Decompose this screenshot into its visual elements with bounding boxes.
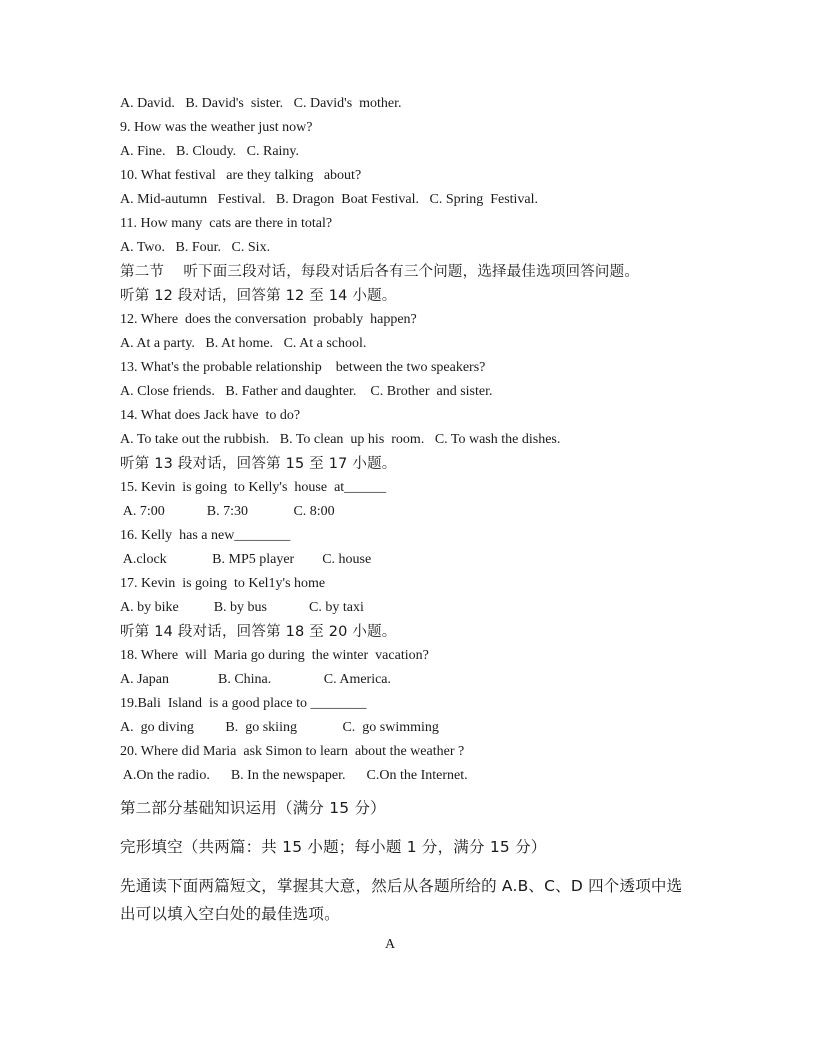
question-9: 9. How was the weather just now? — [120, 120, 313, 135]
dialogue-13-instruction: 听第 13 段对话，回答第 15 至 17 小题。 — [120, 456, 397, 472]
cloze-heading: 完形填空（共两篇：共 15 小题；每小题 1 分，满分 15 分） — [120, 838, 547, 856]
question-14: 14. What does Jack have to do? — [120, 408, 301, 423]
answer-options-8: A. David. B. David's sister. C. David's mother. — [120, 96, 402, 111]
answer-options-16: A.clock B. MP5 player C. house — [120, 552, 372, 567]
answer-options-14: A. To take out the rubbish. B. To clean up his room. C. To wash the dishes. — [120, 432, 561, 447]
answer-options-15: A. 7:00 B. 7:30 C. 8:00 — [120, 504, 335, 519]
dialogue-14-instruction: 听第 14 段对话，回答第 18 至 20 小题。 — [120, 624, 397, 640]
dialogue-12-instruction: 听第 12 段对话，回答第 12 至 14 小题。 — [120, 288, 397, 304]
question-16: 16. Kelly has a new________ — [120, 528, 291, 543]
question-19: 19.Bali Island is a good place to ________ — [120, 696, 367, 711]
answer-options-12: A. At a party. B. At home. C. At a school. — [120, 336, 367, 351]
answer-options-20: A.On the radio. B. In the newspaper. C.On the Internet. — [120, 768, 468, 783]
cloze-instruction-line-1: 先通读下面两篇短文，掌握其大意，然后从各题所给的 A.B、C、D 四个透项中选 — [120, 877, 683, 895]
question-13: 13. What's the probable relationship between the two speakers? — [120, 360, 486, 375]
passage-label: A — [384, 937, 396, 952]
answer-options-18: A. Japan B. China. C. America. — [120, 672, 392, 687]
answer-options-10: A. Mid-autumn Festival. B. Dragon Boat Festival. C. Spring Festival. — [120, 192, 539, 207]
answer-options-19: A. go diving B. go skiing C. go swimming — [120, 720, 439, 735]
cloze-instruction-line-2: 出可以填入空白处的最佳选项。 — [120, 905, 340, 923]
answer-options-17: A. by bike B. by bus C. by taxi — [120, 600, 364, 615]
question-11: 11. How many cats are there in total? — [120, 216, 333, 231]
answer-options-13: A. Close friends. B. Father and daughter. C. Brother and sister. — [120, 384, 493, 399]
answer-options-9: A. Fine. B. Cloudy. C. Rainy. — [120, 144, 300, 159]
question-20: 20. Where did Maria ask Simon to learn about the weather ? — [120, 744, 465, 759]
part-2-heading: 第二部分基础知识运用（满分 15 分） — [120, 799, 386, 817]
section-2-heading: 第二节 听下面三段对话，每段对话后各有三个问题，选择最佳选项回答问题。 — [120, 264, 640, 280]
question-12: 12. Where does the conversation probably happen? — [120, 312, 417, 327]
question-17: 17. Kevin is going to Kel1y's home — [120, 576, 326, 591]
answer-options-11: A. Two. B. Four. C. Six. — [120, 240, 271, 255]
question-15: 15. Kevin is going to Kelly's house at______ — [120, 480, 387, 495]
question-18: 18. Where will Maria go during the winter vacation? — [120, 648, 429, 663]
question-10: 10. What festival are they talking about? — [120, 168, 362, 183]
